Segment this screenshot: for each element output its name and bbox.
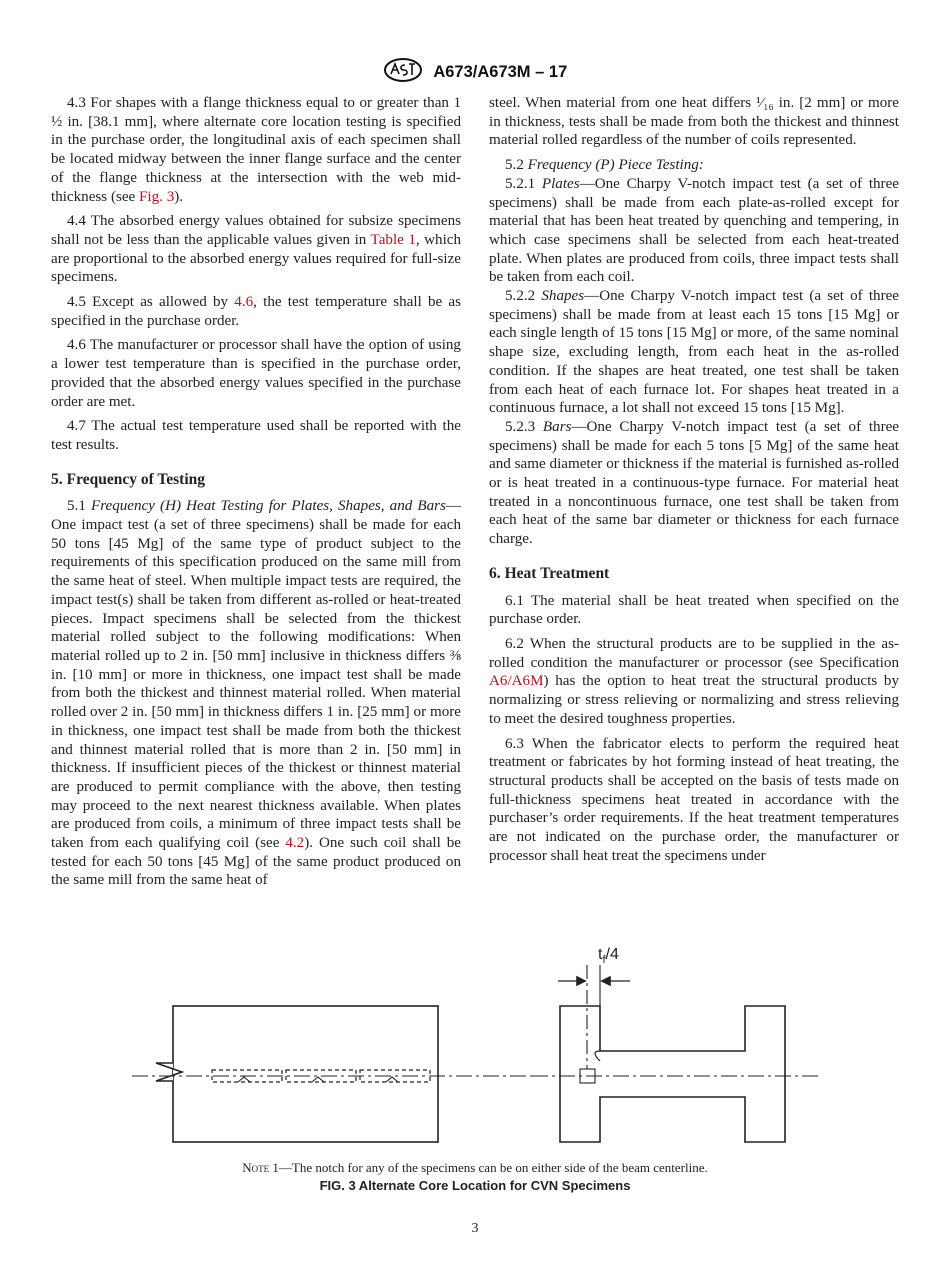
figure-3-drawing [120, 935, 830, 1155]
paragraph-5-2-3: 5.2.3 Bars—One Charpy V-notch impact test (a set of three specimens) shall be made for each 5 tons [5 Mg] of the same heat and same diameter or thickness if the material is furnished as-rolled or is heat treated in a continuous-type furnace. For material heat treated in a noncontinuous furnace, one test shall be taken from each heat of the same bar diameter or thickness for each furnace charge. [489, 418, 899, 548]
astm-logo-icon [383, 58, 423, 87]
paragraph-5-2-1: 5.2.1 Plates—One Charpy V-notch impact test (a set of three specimens) shall be made from each plate-as-rolled except for material that has been heat treated by quenching and tempering, in which case specimens shall be selected from each heat-treated plate. When plates are produced from coils, three impact tests shall be taken from each coil. [489, 175, 899, 286]
section-4-2-link[interactable]: 4.2 [285, 835, 305, 852]
page-number: 3 [471, 1221, 479, 1236]
paragraph-6-3: 6.3 When the fabricator elects to perform the required heat treatment or fabricates by hot forming instead of heat treating, the structural products shall be accepted on the basis of tests made on full-thickness specimens heat treated in accordance with the purchaser’s order requirements. If the heat treatment temperatures are not indicated on the purchase order, the manufacturer or processor shall heat treat the specimens under [489, 735, 899, 864]
right-column [489, 94, 899, 871]
i-beam-section [560, 1006, 785, 1142]
page-header [0, 58, 950, 87]
left-column [51, 94, 461, 896]
notch-mark [238, 1077, 250, 1082]
notch-mark [312, 1077, 324, 1082]
beam-side-view [173, 1006, 438, 1142]
paragraph-4-3: 4.3 For shapes with a flange thickness equal to or greater than 1 ½ in. [38.1 mm], where alternate core location testing is specified in the purchase order, the longitudinal axis of each specimen shall be located midway between the inner flange surface and the center of the flange thickness at the intersection with the web mid-thickness (see Fig. 3). [51, 95, 461, 205]
figure-note: Note 1—The notch for any of the specimens can be on either side of the beam centerline. [242, 1160, 708, 1175]
paragraph-6-1: 6.1 The material shall be heat treated when specified on the purchase order. [489, 592, 899, 628]
paragraph-5-1: 5.1 Frequency (H) Heat Testing for Plates, Shapes, and Bars—One impact test (a set of three specimens) shall be made for each 50 tons [45 Mg] of the same type of product subject to the requirements of this specification produced on the same mill from the same heat of steel. When multiple impact tests are required, the impact test(s) shall be taken from different as-rolled or heat-treated pieces. Impact specimens shall be selected from the thickest material rolled subject to the following modifications: When material rolled up to 2 in. [50 mm] inclusive in thickness differs ⅜ in. [10 mm] or more in thickness, one impact test shall be made from both the thickest and thinnest material rolled. When material rolled over 2 in. [50 mm] in thickness differs 1 in. [25 mm] or more in thickness, one impact test shall be made from both the thickest and thinnest material rolled that is more than 2 in. [50 mm] in thickness. If insufficient pieces of the thickest or thinnest material are produced to permit compliance with the above, then testing may proceed to the next nearest thickness available. When plates are produced from coils, a minimum of three impact tests shall be taken from each qualifying coil (see 4.2). One such coil shall be tested for each 50 tons [45 Mg] of the same product produced on the same mill from the same heat of [51, 498, 461, 889]
dimension-label: $t_f/4$ [598, 946, 619, 966]
section-4-6-link[interactable]: 4.6 [234, 294, 254, 311]
a6-a6m-link[interactable]: A6/A6M [489, 673, 544, 690]
notch-mark [386, 1077, 398, 1082]
break-symbol [156, 1063, 182, 1081]
paragraph-4-7: 4.7 The actual test temperature used shall be reported with the test results. [51, 418, 461, 453]
paragraph-6-2: 6.2 When the structural products are to be supplied in the as-rolled condition the manufacturer or processor (see Specification A6/A6M) has the option to heat treat the structural products by normalizing or stress relieving or normalizing and stress relieving to meet the desired toughness properties. [489, 635, 899, 727]
paragraph-4-4: 4.4 The absorbed energy values obtained for subsize specimens shall not be less than the applicable values given in Table 1, which are proportional to the absorbed energy values required for full-size specimens. [51, 213, 462, 286]
fig-3-link[interactable]: Fig. 3 [139, 188, 175, 205]
figure-caption: FIG. 3 Alternate Core Location for CVN Specimens [319, 1178, 631, 1193]
section-6-heading: 6. Heat Treatment [489, 564, 610, 582]
paragraph-5-1-continued: steel. When material from one heat differs ¹⁄₁₆ in. [2 mm] or more in thickness, tests shall be made from both the thickest and thinnest material rolled regardless of the number of coils represented. [489, 95, 899, 149]
section-5-heading: 5. Frequency of Testing [51, 470, 205, 488]
paragraph-4-6: 4.6 The manufacturer or processor shall have the option of using a lower test temperature than is specified in the purchase order, provided that the absorbed energy values specified in the purchase order are met. [51, 337, 461, 410]
table-1-link[interactable]: Table 1 [370, 231, 416, 248]
paragraph-5-2: 5.2 Frequency (P) Piece Testing: [505, 157, 704, 174]
paragraph-5-2-2: 5.2.2 Shapes—One Charpy V-notch impact test (a set of three specimens) shall be made from at least each 15 tons [15 Mg] or each single length of 15 tons [15 Mg] or more, of the same nominal shape size, excluding length, from each heat in the as-rolled condition. If the shapes are heat treated, one test shall be taken from each heat of each furnace lot. For shapes heat treated in a continuous furnace, a lot shall not exceed 15 tons [15 Mg]. [489, 288, 899, 417]
paragraph-4-5: 4.5 Except as allowed by 4.6, the test temperature shall be as specified in the purchase order. [51, 294, 462, 329]
document-designation: A673/A673M – 17 [433, 63, 568, 81]
